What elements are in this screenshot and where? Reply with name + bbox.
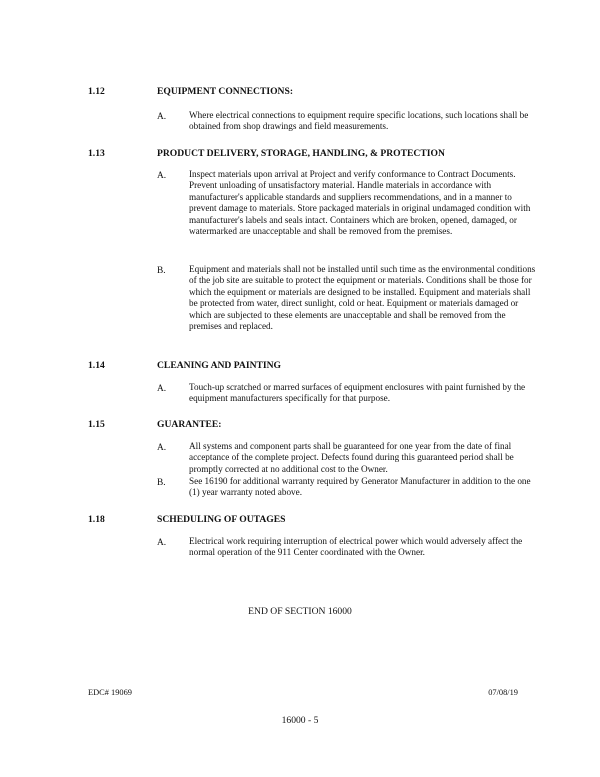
item-letter: A. xyxy=(157,384,167,394)
item-letter: A. xyxy=(157,171,167,181)
end-of-section: END OF SECTION 16000 xyxy=(248,606,352,617)
section-number: 1.13 xyxy=(88,148,105,159)
section-title: CLEANING AND PAINTING xyxy=(157,360,282,371)
item-text: Equipment and materials shall not be installed until such time as the environmental conditions of the job site are suitable to protect the equipment or materials. Conditions shall be those for which the equipment or materials are designed to be installed. Equipment and materials shall be protected from water, direct sunlight, cold or heat. Equipment or materials damaged or which are subjected to these elements are unacceptable and shall be removed from the premises and replaced. xyxy=(189,264,536,332)
item-letter: B. xyxy=(157,266,166,276)
item-letter: A. xyxy=(157,443,167,453)
item-text: Where electrical connections to equipment require specific locations, such locations shall be obtained from shop drawings and field measurements. xyxy=(189,110,529,132)
item-letter: B. xyxy=(157,478,166,488)
item-text: Inspect materials upon arrival at Project and verify conformance to Contract Documents. Prevent unloading of unsatisfactory material. Handle materials in accordance with manufacturer's applicable standards and suppliers recommendations, and in a manner to prevent damage to materials. Store packaged materials in original undamaged condition with manufacturer's labels and seals intact. Containers which are broken, opened, damaged, or watermarked are unacceptable and shall be removed from the premises. xyxy=(189,169,531,237)
section-number: 1.14 xyxy=(88,360,105,371)
section-title: SCHEDULING OF OUTAGES xyxy=(157,514,286,525)
section-title: PRODUCT DELIVERY, STORAGE, HANDLING, & PROTECTION xyxy=(157,148,445,159)
section-number: 1.18 xyxy=(88,514,105,525)
item-letter: A. xyxy=(157,538,167,548)
item-text: Electrical work requiring interruption of electrical power which would adversely affect the normal operation of the 911 Center coordinated with the Owner. xyxy=(189,536,523,558)
page-number: 16000 - 5 xyxy=(281,715,319,726)
footer-project-number: EDC# 19069 xyxy=(88,688,132,697)
section-number: 1.15 xyxy=(88,419,105,430)
item-letter: A. xyxy=(157,112,167,122)
section-title: GUARANTEE: xyxy=(157,419,222,430)
section-number: 1.12 xyxy=(88,86,105,97)
item-text: All systems and component parts shall be guaranteed for one year from the date of final acceptance of the complete project. Defects found during this guaranteed period shall be promptly corrected at no additional cost to the Owner. xyxy=(189,441,514,474)
section-title: EQUIPMENT CONNECTIONS: xyxy=(157,86,294,97)
footer-date: 07/08/19 xyxy=(488,688,518,697)
item-text: Touch-up scratched or marred surfaces of equipment enclosures with paint furnished by the equipment manufacturers specifically for that purpose. xyxy=(189,382,526,404)
item-text: See 16190 for additional warranty required by Generator Manufacturer in addition to the one (1) year warranty noted above. xyxy=(189,476,531,498)
